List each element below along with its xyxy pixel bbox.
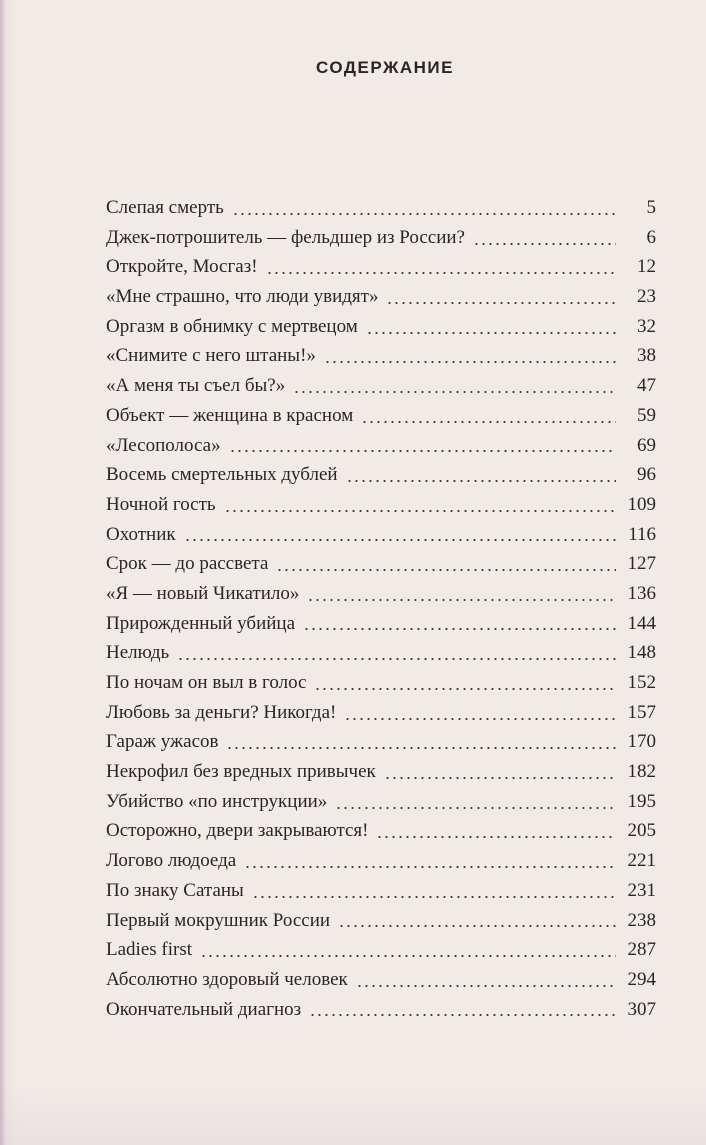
toc-entry — [106, 935, 656, 965]
toc-entry — [106, 668, 656, 698]
toc-entry-title: Гараж ужасов — [106, 731, 219, 753]
table-of-contents — [106, 193, 656, 1024]
toc-entry — [106, 906, 656, 936]
toc-entry-page: 23 — [637, 286, 656, 308]
toc-entry — [106, 431, 656, 461]
toc-entry — [106, 876, 656, 906]
dot-leader — [473, 243, 616, 245]
dot-leader — [252, 896, 616, 898]
toc-entry-title: Убийство «по инструкции» — [106, 790, 328, 812]
toc-entry-title: По ночам он выл в голос — [106, 672, 307, 693]
toc-entry — [106, 520, 656, 550]
toc-entry-title: Окончательный диагноз — [106, 998, 302, 1020]
toc-entry-page: 116 — [628, 523, 656, 545]
toc-entry-title: Логово людоеда — [106, 850, 237, 872]
dot-leader — [184, 539, 616, 541]
toc-entry-title: «Снимите с него штаны!» — [106, 345, 316, 367]
dot-leader — [346, 480, 616, 482]
toc-entry-page: 6 — [646, 226, 656, 248]
toc-entry — [106, 282, 656, 312]
toc-entry-title: Прирожденный убийца — [106, 612, 296, 634]
toc-entry — [106, 193, 656, 223]
dot-leader — [232, 213, 616, 215]
toc-entry-title: Любовь за деньги? Никогда! — [106, 701, 337, 723]
toc-entry-page: 221 — [627, 850, 656, 872]
toc-entry — [106, 846, 656, 876]
toc-entry-title: «Мне страшно, что люди увидят» — [106, 286, 379, 308]
toc-entry-title: Объект — женщина в красном — [106, 404, 354, 426]
toc-entry — [106, 401, 656, 431]
toc-entry — [106, 252, 656, 282]
toc-entry-title: Охотник — [106, 523, 176, 545]
toc-entry-page: 12 — [637, 256, 656, 278]
toc-entry-page: 127 — [627, 553, 656, 575]
toc-entry-page: 144 — [627, 612, 656, 634]
toc-entry-page: 59 — [637, 404, 656, 426]
toc-entry-page: 231 — [627, 879, 656, 901]
dot-leader — [335, 807, 616, 809]
toc-entry — [106, 223, 656, 253]
toc-entry-page: 109 — [627, 493, 656, 515]
toc-entry-page: 38 — [637, 345, 656, 367]
toc-entry-title: Абсолютно здоровый человек — [106, 968, 348, 990]
toc-entry — [106, 787, 656, 817]
toc-entry-title: «Лесополоса» — [106, 434, 221, 456]
dot-leader — [338, 925, 616, 927]
toc-entry — [106, 460, 656, 490]
toc-entry-title: «Я — новый Чикатило» — [106, 582, 300, 604]
toc-entry-page: 136 — [627, 582, 656, 604]
toc-entry-title: Нелюдь — [106, 642, 170, 664]
toc-entry — [106, 816, 656, 846]
toc-entry — [106, 727, 656, 757]
toc-entry-title: Ladies first — [106, 939, 193, 961]
toc-entry-page: 182 — [627, 761, 656, 783]
page-title: СОДЕРЖАНИЕ — [316, 58, 454, 77]
toc-entry-title: Срок — до рассвета — [106, 553, 269, 575]
dot-leader — [384, 777, 616, 779]
toc-entry-page: 195 — [627, 790, 656, 812]
toc-entry — [106, 579, 656, 609]
toc-entry — [106, 965, 656, 995]
toc-entry-page: 287 — [627, 939, 656, 961]
toc-entry — [106, 995, 656, 1025]
dot-leader — [293, 391, 616, 393]
toc-entry-page: 148 — [627, 642, 656, 664]
toc-entry-page: 205 — [627, 820, 656, 842]
toc-entry-title: Некрофил без вредных привычек — [106, 761, 376, 783]
dot-leader — [344, 718, 616, 720]
toc-entry-title: Оргазм в обнимку с мертвецом — [106, 315, 358, 337]
page-edge — [0, 0, 6, 1145]
dot-leader — [226, 747, 616, 749]
dot-leader — [276, 569, 616, 571]
toc-entry — [106, 638, 656, 668]
toc-entry-title: Откройте, Мосгаз! — [106, 256, 258, 278]
toc-entry-page: 294 — [627, 968, 656, 990]
dot-leader — [307, 599, 616, 601]
toc-entry-title: Джек-потрошитель — фельдшер из России? — [106, 226, 465, 248]
dot-leader — [376, 836, 616, 838]
toc-entry-page: 170 — [627, 731, 656, 753]
dot-leader — [244, 866, 616, 868]
toc-entry — [106, 312, 656, 342]
toc-entry-title: Осторожно, двери закрываются! — [106, 820, 369, 842]
dot-leader — [266, 272, 616, 274]
dot-leader — [386, 302, 616, 304]
toc-entry-page: 69 — [637, 434, 656, 456]
dot-leader — [314, 688, 616, 690]
toc-entry — [106, 341, 656, 371]
dot-leader — [356, 985, 616, 987]
dot-leader — [229, 450, 616, 452]
dot-leader — [177, 658, 616, 660]
toc-entry-page: 5 — [646, 197, 656, 218]
toc-entry-title: Слепая смерть — [106, 197, 224, 218]
toc-entry — [106, 490, 656, 520]
toc-entry-title: По знаку Сатаны — [106, 879, 244, 901]
dot-leader — [309, 1014, 616, 1016]
toc-entry-page: 47 — [637, 375, 656, 397]
toc-entry-page: 307 — [627, 998, 656, 1020]
toc-entry-title: Ночной гость — [106, 493, 216, 515]
toc-entry — [106, 698, 656, 728]
dot-leader — [361, 421, 616, 423]
toc-entry-page: 157 — [627, 701, 656, 723]
toc-entry — [106, 371, 656, 401]
toc-entry — [106, 549, 656, 579]
toc-entry-title: Восемь смертельных дублей — [106, 464, 338, 486]
dot-leader — [366, 332, 616, 334]
toc-entry-title: «А меня ты съел бы?» — [106, 375, 286, 397]
dot-leader — [224, 510, 616, 512]
dot-leader — [303, 628, 616, 630]
toc-entry-page: 238 — [627, 909, 656, 931]
toc-entry-page: 32 — [637, 315, 656, 337]
dot-leader — [200, 955, 616, 957]
toc-entry-page: 152 — [627, 672, 656, 693]
toc-entry-page: 96 — [637, 464, 656, 486]
dot-leader — [324, 361, 616, 363]
toc-entry — [106, 757, 656, 787]
toc-entry-title: Первый мокрушник России — [106, 909, 331, 931]
toc-entry — [106, 609, 656, 639]
